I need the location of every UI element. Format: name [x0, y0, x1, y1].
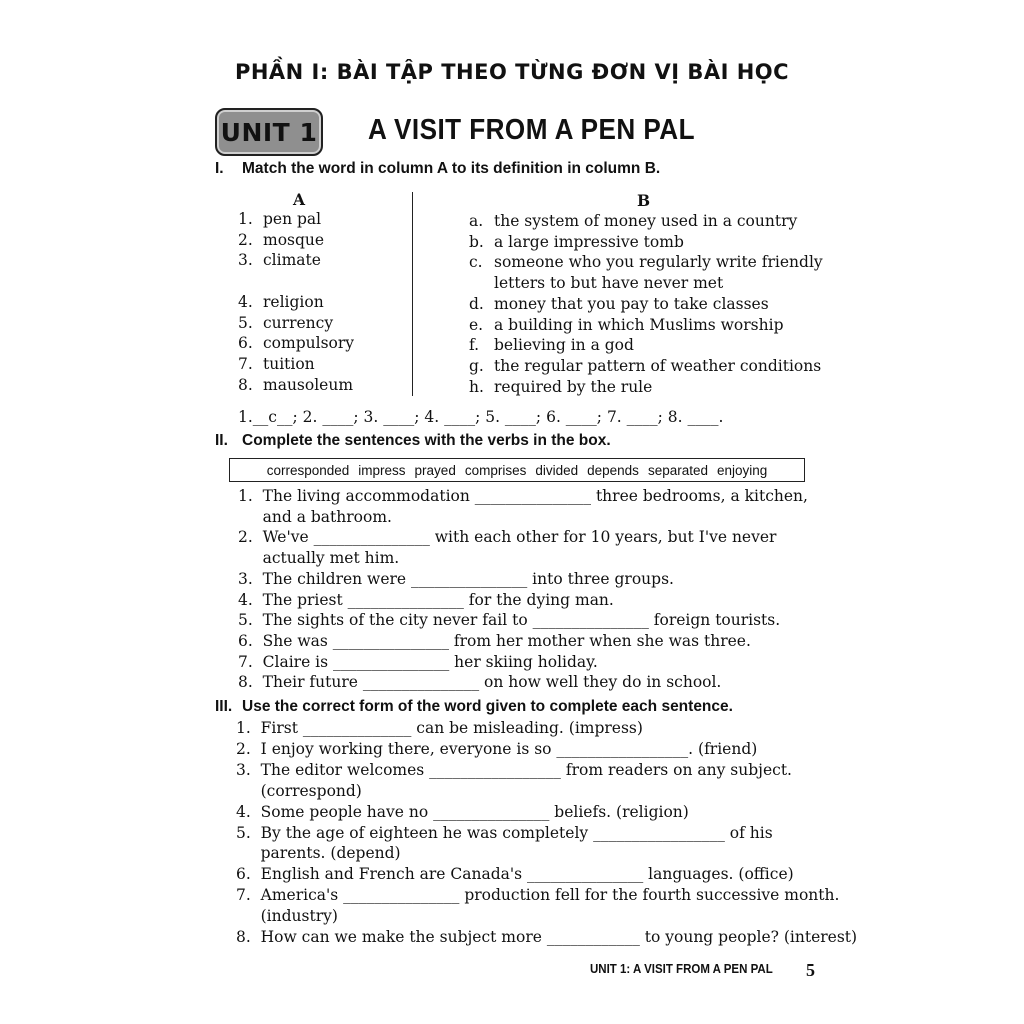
box-word: enjoying: [716, 462, 768, 478]
item-number: b.: [469, 232, 484, 251]
box-word: corresponded: [266, 462, 350, 478]
item-text: tuition: [263, 354, 315, 373]
answer-line: 1.__c__; 2. ____; 3. ____; 4. ____; 5. ____; 6. ____; 7. ____; 8. ____.: [238, 408, 724, 426]
sentence-line: 7. Claire is _______________ her skiing holiday.: [238, 652, 598, 671]
item-number: 6.: [238, 334, 253, 353]
section-number: III.: [215, 698, 233, 715]
item-text: the system of money used in a country: [494, 212, 798, 230]
item-text: money that you pay to take classes: [494, 294, 769, 313]
item-number: h.: [469, 377, 484, 396]
item-number: g.: [469, 356, 484, 375]
item-number: 8.: [238, 375, 253, 394]
unit-title: A VISIT FROM A PEN PAL: [368, 114, 695, 146]
section-2-heading: [215, 432, 611, 450]
column-b-item: [469, 315, 784, 336]
column-a-list: [238, 209, 408, 399]
sentence-line: 7. America's _______________ production fell for the fourth successive month.: [236, 886, 840, 905]
column-a-item: [238, 375, 353, 396]
item-number: 3.: [238, 251, 253, 270]
item-text: letters to but have never met: [494, 274, 724, 293]
section-instruction: Complete the sentences with the verbs in the box.: [242, 432, 611, 449]
column-a-item: [238, 230, 324, 251]
item-number: 5.: [238, 313, 253, 332]
item-number: f.: [469, 336, 480, 355]
sentence-line: 5. The sights of the city never fail to _______________ foreign tourists.: [238, 611, 781, 630]
sentence-line: parents. (depend): [236, 844, 401, 863]
column-a-item: [238, 250, 321, 271]
section-number: II.: [215, 432, 228, 449]
item-number: 1.: [238, 210, 253, 228]
item-text: someone who you regularly write friendly: [494, 253, 823, 272]
column-b-item: [469, 294, 769, 315]
column-a-item: [238, 292, 324, 313]
part-title: PHẦN I: BÀI TẬP THEO TỪNG ĐƠN VỊ BÀI HỌC: [234, 60, 790, 84]
sentence-line: 1. First ______________ can be misleading. (impress): [236, 719, 643, 737]
column-divider: [412, 192, 413, 396]
item-number: e.: [469, 315, 484, 334]
item-text: mausoleum: [263, 375, 354, 394]
item-number: a.: [469, 212, 484, 230]
column-b-item: [469, 211, 797, 232]
column-b-item: [469, 252, 823, 273]
box-word: comprises: [464, 462, 527, 478]
item-number: 2.: [238, 230, 253, 249]
item-text: climate: [263, 251, 321, 270]
sentence-line: actually met him.: [238, 549, 400, 568]
section-instruction: Use the correct form of the word given to complete each sentence.: [242, 698, 733, 715]
sentence-line: 1. The living accommodation _______________ three bedrooms, a kitchen,: [238, 487, 808, 505]
column-a-item: [238, 333, 354, 354]
section-number: I.: [215, 160, 224, 177]
box-word: prayed: [414, 462, 456, 478]
sentence-line: 3. The editor welcomes _________________ from readers on any subject.: [236, 760, 792, 779]
sentence-line: 4. The priest _______________ for the dying man.: [238, 590, 614, 609]
item-text: mosque: [263, 230, 325, 249]
column-a-header: A: [293, 190, 306, 209]
section-1-heading: [215, 160, 660, 178]
item-text: the regular pattern of weather conditions: [494, 356, 822, 375]
sentence-line: 6. She was _______________ from her mother when she was three.: [238, 631, 751, 650]
item-number: 7.: [238, 354, 253, 373]
column-a-item: [238, 209, 321, 230]
column-b-item: [469, 356, 821, 377]
box-word: divided: [535, 462, 579, 478]
column-b-item: [469, 232, 684, 253]
box-word: depends: [587, 462, 639, 478]
section-3-heading: [215, 698, 733, 716]
item-text: pen pal: [263, 210, 322, 228]
sentence-line: 2. We've _______________ with each other for 10 years, but I've never: [238, 528, 777, 547]
column-b-item: [469, 377, 652, 398]
word-box: [229, 458, 805, 482]
item-text: religion: [263, 292, 324, 311]
section-3-sentences: [236, 718, 858, 953]
column-b-item: [469, 335, 634, 356]
sentence-line: 4. Some people have no _______________ beliefs. (religion): [236, 802, 689, 821]
sentence-line: 3. The children were _______________ into three groups.: [238, 569, 674, 588]
item-text: a large impressive tomb: [494, 232, 684, 251]
column-a-item: [238, 354, 315, 375]
column-b-header: B: [637, 191, 651, 210]
item-text: compulsory: [263, 334, 355, 353]
sentence-line: and a bathroom.: [238, 507, 392, 526]
column-b-list: [469, 211, 829, 401]
sentence-line: 8. How can we make the subject more ____________ to young people? (interest): [236, 928, 858, 946]
column-b-item: [469, 273, 723, 294]
sentence-line: 2. I enjoy working there, everyone is so _________________. (friend): [236, 739, 758, 758]
running-footer: UNIT 1: A VISIT FROM A PEN PAL: [590, 962, 773, 976]
column-a-item: [238, 313, 333, 334]
sentence-line: 8. Their future _______________ on how well they do in school.: [238, 673, 722, 692]
item-text: currency: [263, 313, 334, 332]
box-word: separated: [647, 462, 708, 478]
box-word: impress: [358, 462, 406, 478]
item-number: c.: [469, 253, 483, 272]
sentence-line: (industry): [236, 907, 338, 926]
item-number: 4.: [238, 292, 253, 311]
item-text: a building in which Muslims worship: [494, 315, 784, 334]
page-number: 5: [806, 960, 815, 980]
unit-badge: [215, 108, 323, 156]
item-text: believing in a god: [494, 336, 634, 355]
item-number: d.: [469, 294, 484, 313]
item-text: required by the rule: [494, 377, 653, 396]
sentence-line: 6. English and French are Canada's _______________ languages. (office): [236, 865, 794, 884]
sentence-line: (correspond): [236, 781, 362, 800]
unit-badge-label: UNIT 1: [220, 117, 318, 147]
section-instruction: Match the word in column A to its definition in column B.: [242, 160, 661, 177]
sentence-line: 5. By the age of eighteen he was completely _________________ of his: [236, 823, 773, 842]
section-2-sentences: [238, 486, 828, 696]
